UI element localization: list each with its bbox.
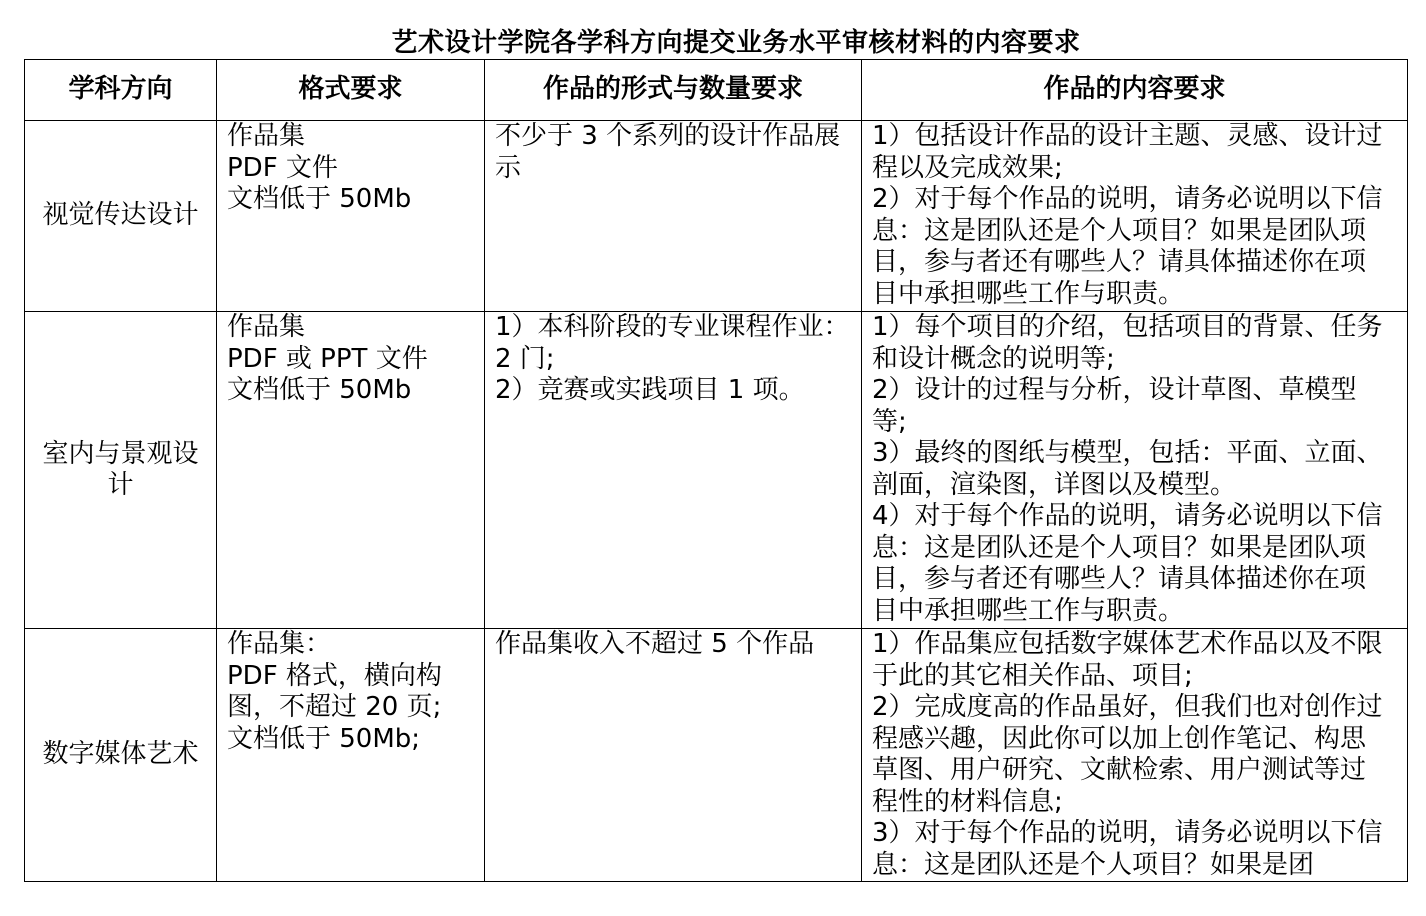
form-quantity-line: 不少于 3 个系列的设计作品展示: [495, 121, 841, 183]
content-line: 3）最终的图纸与模型，包括：平面、立面、剖面，渲染图，详图以及模型。: [872, 438, 1383, 500]
format-line: 文档低于 50Mb;: [227, 723, 421, 754]
format-line: PDF 格式，横向构图，不超过 20 页;: [227, 660, 442, 722]
format-cell: [217, 629, 485, 882]
content-line: 1）作品集应包括数字媒体艺术作品以及不限于此的其它相关作品、项目;: [872, 629, 1383, 691]
format-line: 文档低于 50Mb: [227, 184, 412, 214]
content-line: 1）包括设计作品的设计主题、灵感、设计过程以及完成效果;: [872, 121, 1383, 183]
content-cell: [862, 629, 1408, 882]
form-quantity-line: 作品集收入不超过 5 个作品: [495, 629, 815, 659]
format-line: 作品集: [227, 121, 306, 151]
content-cell: [862, 312, 1408, 629]
content-line: 3）对于每个作品的说明，请务必说明以下信息：这是团队还是个人项目？如果是团: [872, 818, 1383, 880]
table-row: [25, 629, 1408, 882]
content-cell: [862, 121, 1408, 312]
content-line: 1）每个项目的介绍，包括项目的背景、任务和设计概念的说明等;: [872, 312, 1383, 374]
content-line: 2）完成度高的作品虽好，但我们也对创作过程感兴趣，因此你可以加上创作笔记、构思草图、用户研究、文献检索、用户测试等过程性的材料信息;: [872, 692, 1383, 817]
format-line: 作品集：: [227, 629, 332, 659]
format-line: 文档低于 50Mb: [227, 375, 412, 405]
header-format: 格式要求: [217, 60, 485, 121]
form-quantity-cell: [485, 312, 862, 629]
format-cell: [217, 312, 485, 629]
form-quantity-line: 1）本科阶段的专业课程作业：2 门;: [495, 312, 850, 374]
header-subject: 学科方向: [25, 60, 217, 121]
form-quantity-cell: [485, 121, 862, 312]
table-row: [25, 312, 1408, 629]
format-line: PDF 或 PPT 文件: [227, 343, 428, 374]
subject-cell: 室内与景观设计: [25, 312, 217, 629]
form-quantity-line: 2）竞赛或实践项目 1 项。: [495, 375, 805, 405]
format-line: 作品集: [227, 312, 306, 342]
header-content: 作品的内容要求: [862, 60, 1408, 121]
document-title: 艺术设计学院各学科方向提交业务水平审核材料的内容要求: [391, 28, 1081, 58]
format-line: PDF 文件: [227, 152, 338, 183]
content-line: 2）对于每个作品的说明，请务必说明以下信息：这是团队还是个人项目？如果是团队项目，参与者还有哪些人？请具体描述你在项目中承担哪些工作与职责。: [872, 184, 1383, 309]
subject-cell: 视觉传达设计: [25, 121, 217, 312]
content-line: 2）设计的过程与分析，设计草图、草模型等;: [872, 375, 1357, 437]
content-line: 4）对于每个作品的说明，请务必说明以下信息：这是团队还是个人项目？如果是团队项目，参与者还有哪些人？请具体描述你在项目中承担哪些工作与职责。: [872, 501, 1383, 626]
format-cell: [217, 121, 485, 312]
header-form-quantity: 作品的形式与数量要求: [485, 60, 862, 121]
table-row: [25, 121, 1408, 312]
form-quantity-cell: [485, 629, 862, 882]
subject-cell: 数字媒体艺术: [25, 629, 217, 882]
requirements-table: [24, 59, 1408, 882]
table-header-row: [25, 60, 1408, 121]
